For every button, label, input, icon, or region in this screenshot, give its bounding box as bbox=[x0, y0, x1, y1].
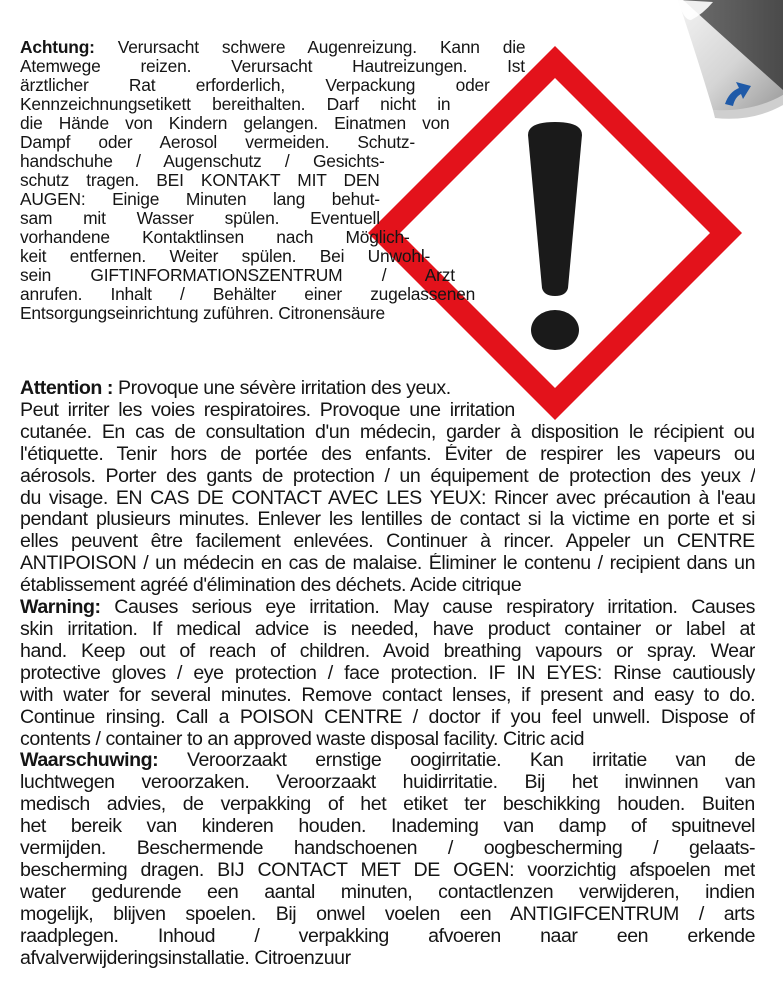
safety-label-text bbox=[20, 38, 760, 969]
de-line: Dampf oder Aerosol vermeiden. Schutz- bbox=[20, 133, 415, 152]
en-line: with water for several minutes. Remove contact lenses, if present and easy to do. bbox=[20, 684, 755, 706]
fr-line: aérosols. Porter des gants de protection / un équipement de protection des yeux / bbox=[20, 465, 755, 487]
de-line: keit entfernen. Weiter spülen. Bei Unwohl- bbox=[20, 247, 430, 266]
de-heading: Achtung: bbox=[20, 38, 95, 57]
label-section-de bbox=[20, 38, 530, 378]
label-section-nl bbox=[20, 750, 755, 969]
de-line: vorhandene Kontaktlinsen nach Möglich- bbox=[20, 228, 410, 247]
nl-line: water gedurende een aantal minuten, contactlenzen verwijderen, indien bbox=[20, 881, 755, 903]
en-line: protective gloves / eye protection / face protection. IF IN EYES: Rinse cautiously bbox=[20, 662, 755, 684]
de-line: anrufen. Inhalt / Behälter einer zugelassenen bbox=[20, 285, 475, 304]
fr-line: pendant plusieurs minutes. Enlever les lentilles de contact si la victime en porte et si bbox=[20, 509, 755, 531]
fr-line: l'étiquette. Tenir hors de portée des enfants. Éviter de respirer les vapeurs ou bbox=[20, 443, 755, 465]
label-section-fr bbox=[20, 378, 755, 597]
en-heading: Warning: bbox=[20, 597, 101, 619]
nl-heading: Waarschuwing: bbox=[20, 750, 159, 772]
nl-line: Waarschuwing: Veroorzaakt ernstige oogirritatie. Kan irritatie van de bbox=[20, 750, 755, 772]
fr-heading: Attention : bbox=[20, 378, 113, 399]
en-line: hand. Keep out of reach of children. Avoid breathing vapours or spray. Wear bbox=[20, 640, 755, 662]
de-line: sam mit Wasser spülen. Eventuell bbox=[20, 209, 380, 228]
nl-line: bescherming dragen. BIJ CONTACT MET DE OGEN: voorzichtig afspoelen met bbox=[20, 859, 755, 881]
de-line: Atemwege reizen. Verursacht Hautreizungen. Ist bbox=[20, 57, 525, 76]
de-line: AUGEN: Einige Minuten lang behut- bbox=[20, 190, 380, 209]
de-line: sein GIFTINFORMATIONSZENTRUM / Arzt bbox=[20, 266, 455, 285]
nl-line: vermijden. Beschermende handschoenen / oogbescherming / gelaats- bbox=[20, 838, 755, 860]
nl-line: afvalverwijderingsinstallatie. Citroenzuur bbox=[20, 947, 351, 969]
nl-line: luchtwegen veroorzaken. Veroorzaakt huidirritatie. Bij het inwinnen van bbox=[20, 772, 755, 794]
en-line: Warning: Causes serious eye irritation. May cause respiratory irritation. Causes bbox=[20, 597, 755, 619]
nl-line: het bereik van kinderen houden. Inademing van damp of spuitnevel bbox=[20, 816, 755, 838]
fr-line: Attention : Provoque une sévère irritation des yeux. bbox=[20, 378, 451, 399]
de-line: Entsorgungseinrichtung zuführen. Citronensäure bbox=[20, 304, 385, 323]
de-line: Achtung: Verursacht schwere Augenreizung. Kann die bbox=[20, 38, 525, 57]
de-line: handschuhe / Augenschutz / Gesichts- bbox=[20, 152, 385, 171]
nl-line: medisch advies, de verpakking of het etiket ter beschikking houden. Buiten bbox=[20, 794, 755, 816]
en-line: contents / container to an approved waste disposal facility. Citric acid bbox=[20, 728, 585, 750]
fr-line: établissement agréé d'élimination des déchets. Acide citrique bbox=[20, 575, 522, 597]
nl-line: raadplegen. Inhoud / verpakking afvoeren naar een erkende bbox=[20, 925, 755, 947]
nl-line: mogelijk, blijven spoelen. Bij onwel voelen een ANTIGIFCENTRUM / arts bbox=[20, 903, 755, 925]
de-line: ärztlicher Rat erforderlich, Verpackung oder bbox=[20, 76, 490, 95]
fr-line: Peut irriter les voies respiratoires. Provoque une irritation bbox=[20, 399, 515, 421]
en-line: Continue rinsing. Call a POISON CENTRE / doctor if you feel unwell. Dispose of bbox=[20, 706, 755, 728]
fr-line: cutanée. En cas de consultation d'un médecin, garder à disposition le récipient ou bbox=[20, 421, 755, 443]
fr-line: ANTIPOISON / un médecin en cas de malaise. Éliminer le contenu / recipient dans un bbox=[20, 553, 755, 575]
de-line: schutz tragen. BEI KONTAKT MIT DEN bbox=[20, 171, 380, 190]
fr-line: du visage. EN CAS DE CONTACT AVEC LES YEUX: Rincer avec précaution à l'eau bbox=[20, 487, 755, 509]
label-section-en bbox=[20, 597, 755, 750]
de-line: Kennzeichnungsetikett bereithalten. Darf nicht in bbox=[20, 95, 450, 114]
en-line: skin irritation. If medical advice is needed, have product container or label at bbox=[20, 618, 755, 640]
fr-line: elles peuvent être facilement enlevées. Continuer à rincer. Appeler un CENTRE bbox=[20, 531, 755, 553]
de-line: die Hände von Kindern gelangen. Einatmen von bbox=[20, 114, 450, 133]
